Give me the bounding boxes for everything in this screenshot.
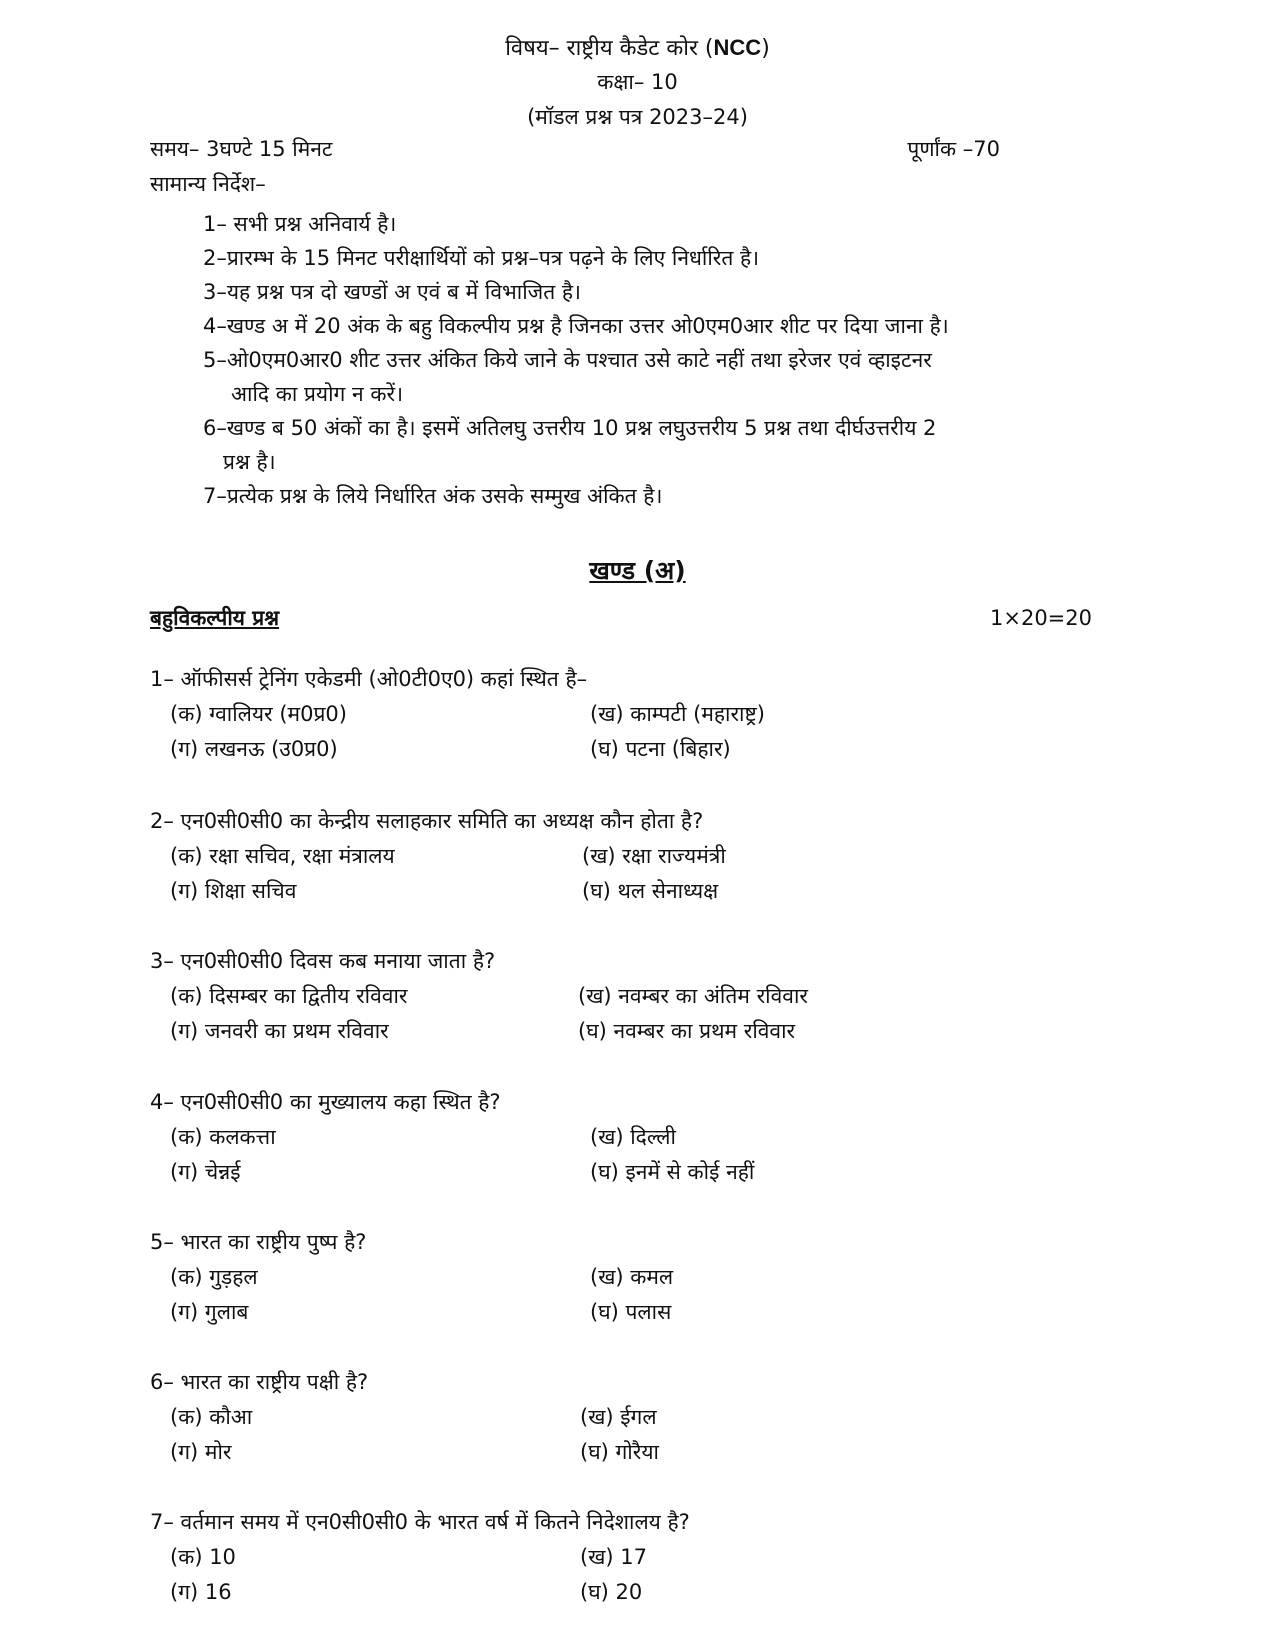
- instruction-item: 1– सभी प्रश्न अनिवार्य है।: [203, 212, 397, 236]
- option-row: [150, 1435, 1100, 1470]
- question-text: 1– ऑफीसर्स ट्रेनिंग एकेडमी (ओ0टी0ए0) कहां स्थित है–: [150, 667, 588, 691]
- section-title: खण्ड (अ): [589, 556, 686, 585]
- option-ka: (क) ग्वालियर (म0प्र0): [170, 702, 347, 726]
- option-row: [150, 979, 1100, 1014]
- option-row: [150, 874, 1100, 909]
- subject-prefix: विषय– राष्ट्रीय कैडेट कोर (: [505, 36, 714, 61]
- option-gha: (घ) पलास: [590, 1300, 672, 1324]
- question-text: 5– भारत का राष्ट्रीय पुष्प है?: [150, 1230, 367, 1254]
- option-ka: (क) रक्षा सचिव, रक्षा मंत्रालय: [170, 844, 395, 868]
- question-text: 7– वर्तमान समय में एन0सी0सी0 के भारत वर्ष में कितने निदेशालय है?: [150, 1510, 690, 1534]
- option-row: [150, 1120, 1100, 1155]
- option-row: [150, 1155, 1100, 1190]
- subject-line: [0, 30, 1275, 65]
- general-instructions-title: सामान्य निर्देश–: [150, 172, 266, 196]
- question-text: 6– भारत का राष्ट्रीय पक्षी है?: [150, 1370, 369, 1394]
- paper-header: [0, 30, 1275, 135]
- option-kha: (ख) नवम्बर का अंतिम रविवार: [578, 984, 808, 1008]
- option-ga: (ग) जनवरी का प्रथम रविवार: [170, 1019, 389, 1043]
- full-marks: पूर्णांक –70: [907, 137, 1000, 161]
- subject-suffix: ): [761, 36, 770, 61]
- instruction-item: 2–प्रारम्भ के 15 मिनट परीक्षार्थियों को प्रश्न–पत्र पढ़ने के लिए निर्धारित है।: [203, 246, 760, 270]
- option-row: [150, 839, 1100, 874]
- instructions-list: [203, 207, 1113, 513]
- meta-row: [150, 136, 1000, 168]
- option-ka: (क) कलकत्ता: [170, 1125, 276, 1149]
- option-row: [150, 1540, 1100, 1575]
- option-gha: (घ) इनमें से कोई नहीं: [590, 1160, 755, 1184]
- option-kha: (ख) दिल्ली: [590, 1125, 676, 1149]
- exam-time: समय– 3घण्टे 15 मिनट: [150, 137, 333, 161]
- instruction-item-continuation: प्रश्न है।: [223, 450, 276, 474]
- question-3: [150, 944, 1100, 1049]
- option-row: [150, 1014, 1100, 1049]
- instruction-item: 5–ओ0एम0आर0 शीट उत्तर अंकित किये जाने के पश्चात उसे काटे नहीं तथा इरेजर एवं व्हाइटनर: [203, 348, 932, 372]
- option-ga: (ग) मोर: [170, 1440, 232, 1464]
- question-1: [150, 662, 1100, 767]
- option-kha: (ख) 17: [580, 1545, 647, 1569]
- option-ga: (ग) 16: [170, 1580, 232, 1604]
- option-kha: (ख) काम्पटी (महाराष्ट्र): [590, 702, 765, 726]
- question-text: 2– एन0सी0सी0 का केन्द्रीय सलाहकार समिति का अध्यक्ष कौन होता है?: [150, 809, 704, 833]
- question-7: [150, 1505, 1100, 1610]
- option-row: [150, 1260, 1100, 1295]
- option-ga: (ग) चेन्नई: [170, 1160, 241, 1184]
- option-kha: (ख) ईगल: [580, 1405, 657, 1429]
- option-row: [150, 1400, 1100, 1435]
- instruction-item: 7–प्रत्येक प्रश्न के लिये निर्धारित अंक उसके सम्मुख अंकित है।: [203, 484, 663, 508]
- option-row: [150, 1295, 1100, 1330]
- instruction-item-continuation: आदि का प्रयोग न करें।: [231, 382, 404, 406]
- question-4: [150, 1085, 1100, 1190]
- option-ka: (क) गुड़हल: [170, 1265, 258, 1289]
- instruction-item: 3–यह प्रश्न पत्र दो खण्डों अ एवं ब में विभाजित है।: [203, 280, 581, 304]
- instruction-item: 6–खण्ड ब 50 अंकों का है। इसमें अतिलघु उत्तरीय 10 प्रश्न लघुउत्तरीय 5 प्रश्न तथा दीर्घउत्तरीय 2: [203, 416, 937, 440]
- option-row: [150, 697, 1100, 732]
- option-kha: (ख) रक्षा राज्यमंत्री: [582, 844, 726, 868]
- option-ka: (क) कौआ: [170, 1405, 253, 1429]
- subject-code: NCC: [713, 35, 762, 60]
- option-ka: (क) 10: [170, 1545, 236, 1569]
- option-gha: (घ) 20: [580, 1580, 643, 1604]
- option-row: [150, 732, 1100, 767]
- option-gha: (घ) पटना (बिहार): [590, 737, 731, 761]
- mcq-marks: 1×20=20: [990, 606, 1092, 630]
- question-5: [150, 1225, 1100, 1330]
- question-text: 3– एन0सी0सी0 दिवस कब मनाया जाता है?: [150, 949, 496, 973]
- option-gha: (घ) गोरैया: [580, 1440, 659, 1464]
- option-ga: (ग) गुलाब: [170, 1300, 249, 1324]
- question-2: [150, 804, 1100, 909]
- option-row: [150, 1575, 1100, 1610]
- question-6: [150, 1365, 1100, 1470]
- class-line: कक्षा– 10: [597, 70, 678, 94]
- paper-line: (मॉडल प्रश्न पत्र 2023–24): [527, 105, 748, 129]
- option-ka: (क) दिसम्बर का द्वितीय रविवार: [170, 984, 408, 1008]
- mcq-heading: बहुविकल्पीय प्रश्न: [150, 606, 280, 630]
- option-ga: (ग) शिक्षा सचिव: [170, 879, 297, 903]
- option-ga: (ग) लखनऊ (उ0प्र0): [170, 737, 338, 761]
- option-kha: (ख) कमल: [590, 1265, 674, 1289]
- instruction-item: 4–खण्ड अ में 20 अंक के बहु विकल्पीय प्रश्न है जिनका उत्तर ओ0एम0आर शीट पर दिया जाना है।: [203, 314, 949, 338]
- question-text: 4– एन0सी0सी0 का मुख्यालय कहा स्थित है?: [150, 1090, 501, 1114]
- option-gha: (घ) थल सेनाध्यक्ष: [582, 879, 719, 903]
- option-gha: (घ) नवम्बर का प्रथम रविवार: [578, 1019, 796, 1043]
